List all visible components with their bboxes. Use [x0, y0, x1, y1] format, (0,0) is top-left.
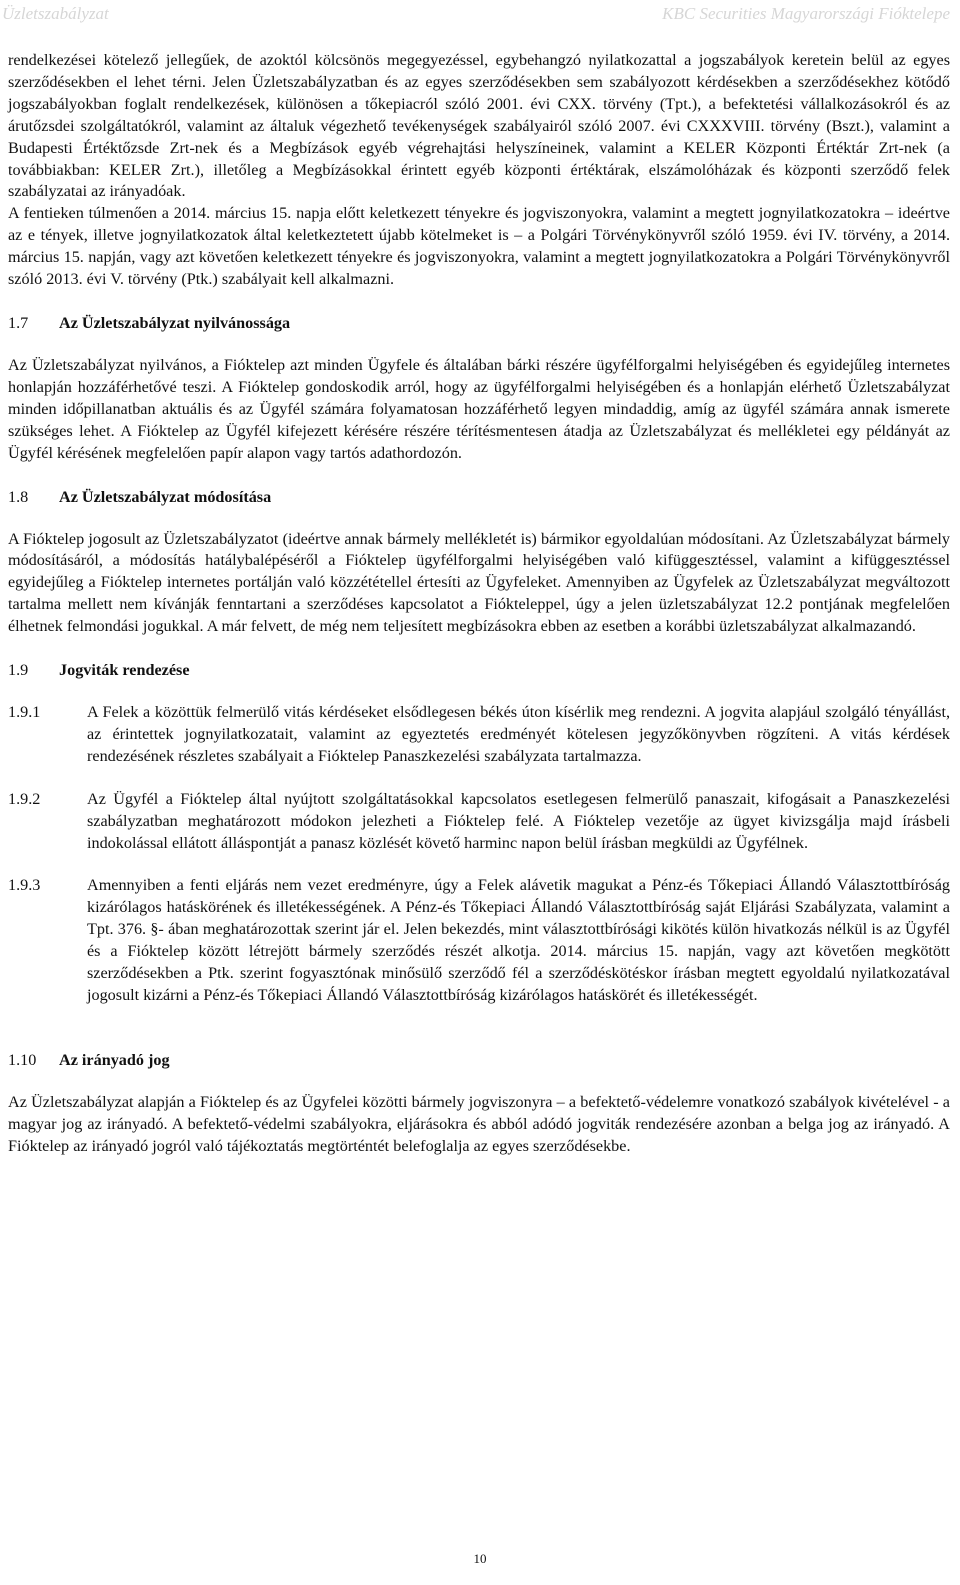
section-number: 1.8 — [8, 487, 29, 506]
subsection-text: Amennyiben a fenti eljárás nem vezet eredményre, úgy a Felek alávetik magukat a Pénz-és Tőkepiaci Állandó Választottbíróság kizárólagos hatáskörének és illetékességének. A Pénz-és Tőkepiaci Állandó Választottbíróság saját Eljárási Szabályzata, valamint a Tpt. 376. §- ában meghatározottak szerint jár el. Jelen bekezdés, mint választottbírósági kikötés külön hivatkozás nélkül is az Ügyfél és a Fióktelep között létrejött bármely szerződés részét alkotja. 2014. március 15. napján, vagy azt követően megkötött szerződésekben a Ptk. szerint fogyasztónak minősülő szerződő fél a szerződéskötéskor írásban megtett egyoldalú nyilatkozatával jogosult kizárni a Pénz-és Tőkepiaci Állandó Választottbíróság kizárólagos hatáskörét és illetékességét. — [87, 876, 950, 1004]
section-text: A Fióktelep jogosult az Üzletszabályzatot (ideértve annak bármely mellékletét is) bármikor egyoldalúan módosítani. Az Üzletszabályzat bármely módosításáról, a módosítás hatálybalépéséről a Fióktelep ügyfélforgalmi helyiségében való kifüggesztéssel, valamint a kifüggesztéssel egyidejűleg a Fióktelep internetes portálján való közzététellel értesíti az Ügyfeleket. Amennyiben az Ügyfelek az Üzletszabályzat megváltozott tartalma mellett nem kívánják fenntartani a szerződéses kapcsolatot a Fiókteleppel, úgy a jelen üzletszabályzat 12.2 pontjának megfelelően élhetnek felmondási jogukkal. A már felvett, de még nem teljesített megbízásokra ebben az esetben a korábbi üzletszabályzat alkalmazandó. — [8, 529, 950, 636]
subsection-item — [8, 702, 950, 768]
subsection-number: 1.9.1 — [8, 703, 41, 722]
section-heading — [8, 486, 950, 508]
subsection-text: A Felek a közöttük felmerülő vitás kérdéseket elsődlegesen békés úton kísérlik meg rendezni. A jogvita alapjául szolgáló tényállást, az érintettek jognyilatkozatait, valamint az egyeztetés eredményét kötelesen jegyzőkönyvben rögzíteni. A vitás kérdések rendezésének részletes szabályait a Fióktelep Panaszkezelési szabályzata tartalmazza. — [87, 703, 950, 765]
section-title: Az Üzletszabályzat nyilvánossága — [59, 313, 291, 332]
intro-paragraph: A fentieken túlmenően a 2014. március 15. napja előtt keletkezett tényekre és jogviszonyokra, valamint a megtett jognyilatkozatokra – ideértve az e tények, illetve jognyilatkozatok által keletkeztetett újabb kötelmeket is – a Polgári Törvénykönyvről szóló 1959. évi IV. törvény, a 2014. március 15. napján, vagy azt követően keletkezett tényekre és jogviszonyokra, valamint a megtett jognyilatkozatokra a Polgári Törvénykönyvről szóló 2013. évi V. törvény (Ptk.) szabályait kell alkalmazni. — [8, 204, 950, 289]
section-number: 1.9 — [8, 661, 29, 680]
subsection-number: 1.9.3 — [8, 876, 41, 895]
intro-paragraph: rendelkezései kötelező jellegűek, de azoktól kölcsönös megegyezéssel, egybehangzó nyilatkozattal a jogszabályok keretein belül az egyes szerződésekben el lehet térni. Jelen Üzletszabályzatban és az egyes szerződésekben sem szabályozott kérdésekben a szerződésekhez kötődő jogszabályokban foglalt rendelkezések, különösen a tőkepiacról szóló 2001. évi CXX. törvény (Tpt.), a befektetési vállalkozásokról és az árutőzsdei szolgáltatókról, valamint az általuk végezhető tevékenységek szabályairól szóló 2007. évi CXXXVIII. törvény (Bszt.), valamint a Budapesti Értéktőzsde Zrt-nek és a Megbízások egyéb végrehajtási helyszíneinek, valamint a KELER Központi Értéktár Zrt-nek (a továbbiakban: KELER Zrt.), illetőleg a Megbízásokkal érintett egyéb központi értéktárak, elszámolóházak és központi szerződő felek szabályzatai az irányadóak. — [8, 51, 950, 201]
section-number: 1.7 — [8, 313, 29, 332]
section-title: Az Üzletszabályzat módosítása — [59, 487, 272, 506]
subsection-item — [8, 875, 950, 1006]
section-text: Az Üzletszabályzat alapján a Fióktelep és az Ügyfelei közötti bármely jogviszonyra – a befektető-védelemre vonatkozó szabályok kivételével - a magyar jog az irányadó. A befektető-védelmi szabályokra, eljárásokra és abból adódó jogviták rendezésére azonban a belga jog az irányadó. A Fióktelep az irányadó jogról való tájékoztatás megtörténtét belefoglalja az egyes szerződésekbe. — [8, 1092, 950, 1155]
section-heading — [8, 659, 950, 681]
subsection-item — [8, 789, 950, 855]
header-document-title: Üzletszabályzat — [2, 4, 109, 23]
subsection-number: 1.9.2 — [8, 789, 41, 808]
section-number: 1.10 — [8, 1050, 37, 1069]
subsection-text: Az Ügyfél a Fióktelep által nyújtott szolgáltatásokkal kapcsolatos esetlegesen felmerülő panaszait, kifogásait a Panaszkezelési szabályzatban meghatározott módokon jelezheti a Fióktelep felé. A Fióktelep vezetője az ügyet kivizsgálja majd írásbeli indokolással ellátott álláspontját a panasz közlését követő harminc napon belül írásban megküldi az Ügyfélnek. — [87, 789, 950, 852]
page-header — [0, 0, 960, 34]
section-title: Az irányadó jog — [59, 1050, 170, 1069]
document-body — [8, 50, 950, 1158]
section-heading — [8, 312, 950, 334]
header-company-name: KBC Securities Magyarországi Fióktelepe — [662, 4, 950, 23]
section-heading — [8, 1049, 950, 1071]
section-text: Az Üzletszabályzat nyilvános, a Fióktelep azt minden Ügyfele és általában bárki részére ügyfélforgalmi helyiségében és egyidejűleg internetes honlapján hozzáférhetővé teszi. A Fióktelep gondoskodik arról, hogy az ügyfélforgalmi helyiségében és a honlapján elérhető Üzletszabályzat minden időpillanatban aktuális és az Ügyfél számára folyamatosan hozzáférhető legyen mindaddig, amíg az ügyfél számára annak ismerete szükséges lehet. A Fióktelep az Ügyfél kifejezett kérésére részére térítésmentesen átadja az Üzletszabályzat és mellékletei egy példányát az Ügyfél kérésének megfelelően papír alapon vagy tartós adathordozón. — [8, 355, 950, 462]
section-title: Jogviták rendezése — [59, 661, 190, 680]
page-number: 10 — [473, 1551, 487, 1566]
